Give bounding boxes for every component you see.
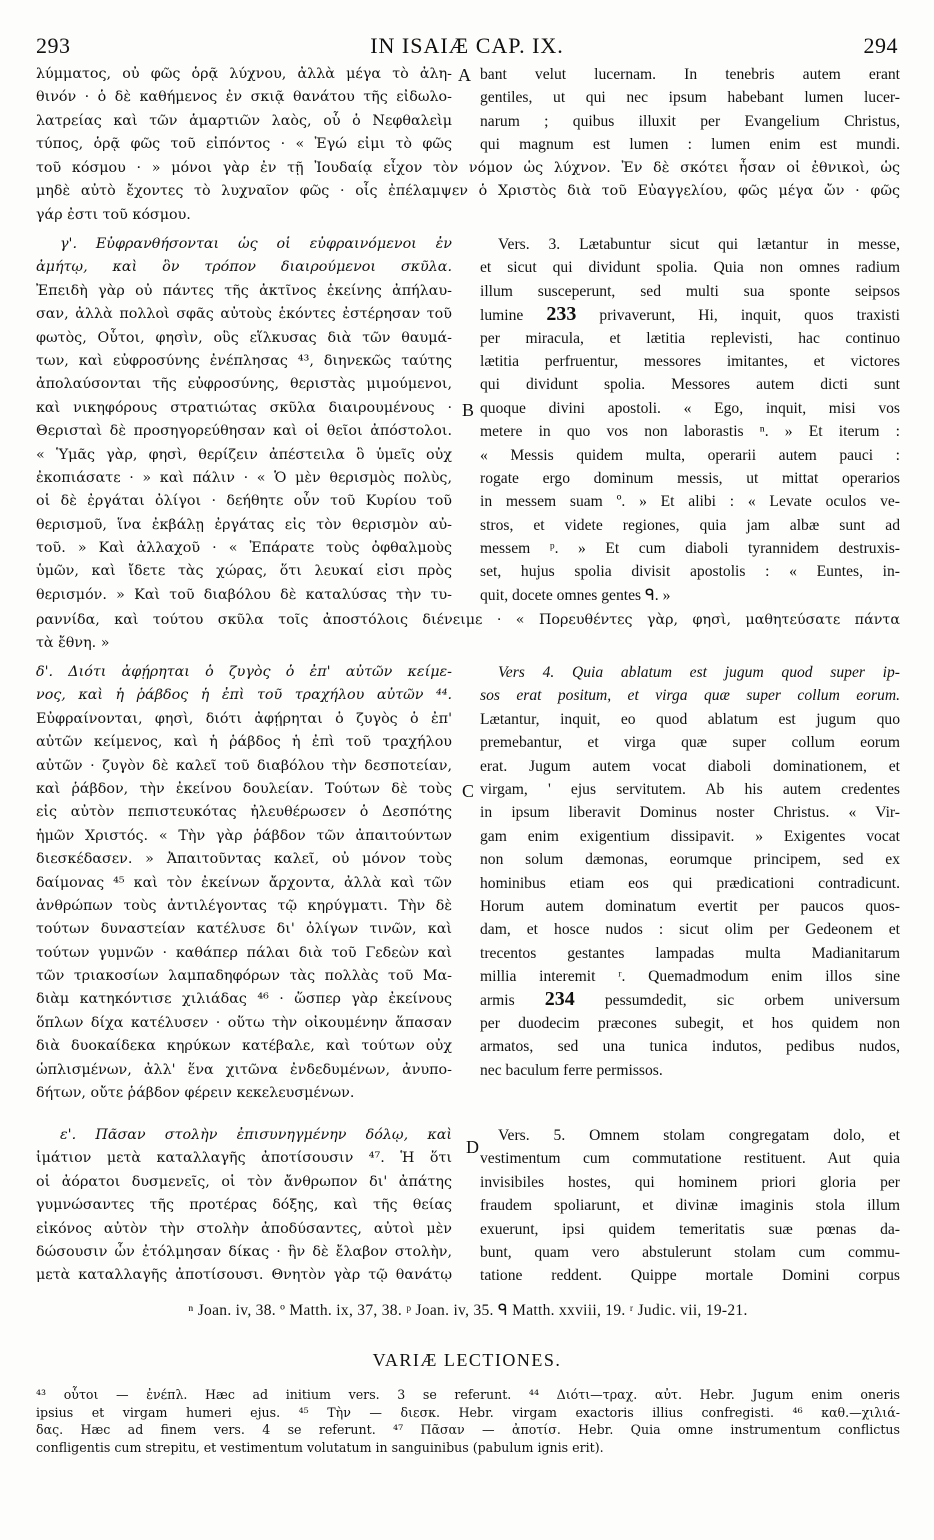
latin-column-block2	[480, 233, 900, 607]
latin-column-block4	[480, 1124, 900, 1288]
latin-line: fraudem spoliarunt, et divinæ imaginis stola illum	[480, 1197, 900, 1215]
greek-line: Εὐφραίνονται, φησὶ, διότι ἀφῄρηται ὁ ζυγὸς ὁ ἐπ'	[36, 710, 452, 727]
latin-line: tatione reddent. Quippe mortale Domini corpus	[480, 1267, 900, 1285]
greek-line: τοῦ. » Καὶ ἀλλαχοῦ · « Ἐπάρατε τοὺς ὀφθαλμοὺς	[36, 540, 452, 557]
latin-line: bant velut lucernam. In tenebris autem erant	[480, 66, 900, 83]
latin-line: et sicut qui dividunt spolia. Quia non omnes radium	[480, 259, 900, 277]
latin-line: erat. Jugum autem vocat diaboli dominationem, et	[480, 757, 900, 775]
latin-line: dam, et hosce nudos : sicut olim per Gedeonem et	[480, 921, 900, 939]
greek-line: οἱ δὲ ἐργάται ὀλίγοι · δεήθητε οὖν τοῦ Κυρίου τοῦ	[36, 493, 452, 510]
greek-line: καὶ ῥάβδον, τὴν ἐκείνου δουλείαν. Τούτων δὲ τοὺς	[36, 780, 452, 797]
latin-verse-heading: Vers. 3. Lætabuntur sicut qui lætantur in messe,	[498, 236, 900, 253]
latin-line: per miracula, et lætitia replevisti, hac continuo	[480, 329, 900, 347]
latin-column-block1	[480, 63, 900, 157]
latin-line: armis 234 pessumdedit, sic orbem universum	[480, 988, 900, 1011]
greek-fullwidth-block1	[36, 157, 900, 227]
greek-line: θερισμοῦ, ἵνα ἐκβάλῃ ἐργάτας εἰς τὸν θερισμὸν αὐ-	[36, 516, 452, 533]
scripture-footnotes: ⁿ Joan. iv, 38. º Matth. ix, 37, 38. ᵖ Joan. iv, 35. ᑫ Matth. xxviii, 19. ʳ Judic. vii, 19-21.	[188, 1302, 748, 1319]
latin-line: virgam, ' ejus servitutem. Ab his autem credentes	[480, 780, 900, 798]
variant-note-line: δας. Hæc ad finem vers. 4 se referunt. ⁴⁷ Πᾶσαν — ἀποτίσ. Hebr. Quia omne instrumentum conflictus	[36, 1422, 900, 1437]
greek-line: αὐτῶν κείμενος, καὶ ἡ ῥάβδος ἡ ἐπὶ τοῦ τραχήλου	[36, 734, 452, 751]
latin-line: per duodecim præcones subegit, et hos quidem non	[480, 1014, 900, 1032]
latin-line: rogate ergo dominum messis, ut mittat operarios	[480, 469, 900, 487]
greek-line: δήτων, οὔτε ῥάβδον φέρειν κεκελευσμένων.	[36, 1085, 355, 1102]
greek-line: ἡμῶν Χριστός. « Τὴν γὰρ ῥάβδον τῶν ἀπαιτούντων	[36, 827, 452, 844]
greek-verse-heading: ἀμήτῳ, καὶ ὃν τρόπον διαιρούμενοι σκῦλα.	[36, 259, 452, 276]
greek-verse-heading: δ'. Διότι ἀφῄρηται ὁ ζυγὸς ὁ ἐπ' αὐτῶν κείμε-	[36, 664, 452, 680]
greek-line: αὐτῶν · ζυγὸν δὲ καλεῖ τοῦ διαβόλου τὴν δεσποτείαν,	[36, 757, 452, 774]
greek-line: ὑμῶν, καὶ ἴδετε τὰς χώρας, ὅτι λευκαί εἰσι πρὸς	[36, 563, 452, 580]
latin-line: lumine 233 privaverunt, Hi, inquit, quos traxisti	[480, 303, 900, 326]
latin-line: bunt, quam vero abstulerunt stolam cum commu-	[480, 1243, 900, 1261]
latin-line: quoque divini apostoli. « Ego, inquit, misi vos	[480, 399, 900, 417]
latin-line: stros, et videte regiones, quia jam albæ sunt ad	[480, 516, 900, 534]
greek-verse-heading: ε'. Πᾶσαν στολὴν ἐπισυνηγμένην δόλῳ, καὶ	[60, 1127, 452, 1143]
greek-fullwidth-block2	[36, 609, 900, 656]
greek-line: λατρείας καὶ τῶν ἁμαρτιῶν λαὸς, οὗ ὁ Νεφθαλεὶμ	[36, 112, 452, 129]
greek-line: ἐκοπιάσατε · » καὶ πάλιν · « Ὁ μὲν θερισμὸς πολὺς,	[36, 469, 452, 486]
latin-line: qui dividunt spolia. Messores autem dicti sunt	[480, 376, 900, 394]
greek-column-block4	[36, 1124, 452, 1288]
latin-line: gentiles, ut qui nec ipsum habebant lumen lucer-	[480, 89, 900, 107]
greek-column-block3	[36, 661, 452, 1105]
variant-note-line: confligentis cum strepitu, et vestimentum volutatum in sanguinibus (pabulum ignis erit).	[36, 1439, 604, 1455]
greek-line: ὡπλισμένων, ἀλλ' ἕνα χιτῶνα ἐνδεδυμένων, ἀνυπο-	[36, 1061, 452, 1078]
latin-line: « Messis quidem multa, operarii autem pauci :	[480, 446, 900, 464]
variant-note-line: ⁴³ οὗτοι — ἐνέπλ. Hæc ad initium vers. 3 se referunt. ⁴⁴ Διότι—τραχ. αὐτ. Hebr. Jugum enim oneris	[36, 1387, 900, 1402]
latin-line: Lætantur, inquit, eo quod ablatum est jugum quo	[480, 710, 900, 728]
latin-line: nec baculum ferre permissos.	[480, 1061, 663, 1079]
greek-line: καὶ νικηφόρους στρατιώτας σκῦλα διαιρουμένους ·	[36, 399, 452, 416]
latin-line: armatos, sed una tunica indutos, pedibus nudos,	[480, 1038, 900, 1056]
greek-line: εἰς αὐτὸν πεπιστευκότας ἠλευθέρωσεν ὁ Δεσπότης	[36, 804, 452, 821]
latin-line: in ipsum liberavit Dominus noster Christus. « Vir-	[480, 804, 900, 822]
column-number-marker: 233	[546, 303, 577, 326]
latin-line: premebantur, et virga quæ super collum eorum	[480, 734, 900, 752]
greek-line: τῶν τριακοσίων λαμπαδηφόρων τὰς πολλὰς τοῦ Μα-	[36, 968, 452, 985]
latin-line: set, hujus spolia divisit apostolis : « Euntes, in-	[480, 563, 900, 581]
latin-verse-heading: Vers. 5. Omnem stolam congregatam dolo, et	[498, 1127, 900, 1144]
latin-line: exuerunt, ipsi quidem temeritatis suæ pœnas da-	[480, 1220, 900, 1238]
greek-line: θινόν · ὁ δὲ καθήμενος ἐν σκιᾷ θανάτου τῆς εἰδωλο-	[36, 89, 452, 106]
latin-verse-heading: sos erat positum, et virga quæ super collum eorum.	[480, 687, 900, 705]
greek-line: εἰκόνος αὐτὸν τὴν στολὴν ἀποδύσαντες, αὐτοὶ μὲν	[36, 1220, 452, 1237]
latin-line: messem ᵖ. » Et cum diaboli tyrannidem destruxis-	[480, 540, 900, 558]
latin-verse-heading: Vers 4. Quia ablatum est jugum quod super ip-	[498, 664, 900, 681]
latin-line: in messem suam º. » Et alibi : « Levate oculos ve-	[480, 493, 900, 511]
latin-line: narum ; quibus illuxit per Evangelium Christus,	[480, 112, 900, 130]
greek-line: διὰ δυοκαίδεκα κηρύκων κατέβαλε, καὶ τούτων οὐχ	[36, 1038, 452, 1055]
greek-line: ραννίδα, καὶ τούτου σκῦλα τοῖς ἀποστόλοις διένειμε · « Πορευθέντες γὰρ, φησὶ, μαθητεύσατε πάντα	[36, 612, 900, 628]
greek-line: ἀπολαύσονται τῆς εὐφροσύνης, θεριστὰς μιμούμενοι,	[36, 376, 452, 393]
greek-line: γάρ ἐστι τοῦ κόσμου.	[36, 206, 191, 223]
latin-line: quit, docete omnes gentes ᑫ. »	[480, 586, 671, 604]
greek-line: διὰμ κατηκόντισε χιλιάδας ⁴⁶ · ὥσπερ γὰρ ἐκείνους	[36, 991, 452, 1008]
greek-line: σαν, ἀλλὰ πολλοὶ σφᾶς αὐτοὺς ἑκόντες ἐστέρησαν τοῦ	[36, 306, 452, 323]
margin-letter-a: A	[458, 65, 471, 85]
greek-line: τοῦ κόσμου · » μόνοι γὰρ ἐν τῇ Ἰουδαίᾳ εἶχον τὸν νόμον ὡς λύχνον. Ἐν δὲ σκότει ἦσαν οἱ ἐθνικοὶ, ὡς	[36, 160, 900, 176]
margin-letter-b: B	[462, 400, 475, 420]
greek-line: μηδὲ αὐτὸ ἔχοντες τὸ λυχναῖον φῶς · οἷς ἐπέλαμψεν ὁ Χριστὸς διὰ τοῦ Εὐαγγελίου, φῶς μέγα ὤν · φῶς	[36, 183, 900, 200]
margin-letter-c: C	[462, 781, 475, 801]
greek-column-block2	[36, 233, 452, 607]
greek-line: οἱ ἀόρατοι δυσμενεῖς, οἱ τὸν ἄνθρωπον δι' ἀπάτης	[36, 1173, 452, 1190]
latin-line: Horum autem dominatum evertit per paucos quos-	[480, 897, 900, 915]
latin-line: illum susceperunt, sed multi sua sponte seipsos	[480, 282, 900, 300]
greek-line: τούτων δυναστείαν κατέλυσε δι' ὀλίγων τινῶν, καὶ	[36, 921, 452, 938]
greek-line: ἱμάτιον μετὰ καταλλαγῆς ἀποτίσουσιν ⁴⁷. Ἡ ὅτι	[36, 1150, 452, 1167]
greek-line: τύπος, ὁρᾷ φῶς τοῦ εἰπόντος · « Ἐγώ εἰμι τὸ φῶς	[36, 136, 452, 153]
greek-line: ὅπλων δίχα κατέλυσεν · οὕτω τὴν οἰκουμένην ἅπασαν	[36, 1014, 452, 1031]
greek-line: δαίμονας ⁴⁵ καὶ τὸν ἐκείνων ἄρχοντα, ἀλλὰ καὶ τῶν	[36, 874, 452, 891]
latin-line: millia interemit ʳ. Quemadmodum enim illos sine	[480, 968, 900, 986]
greek-line: τὰ ἔθνη. »	[36, 635, 110, 652]
latin-line: metere in quo vos non laborastis ⁿ. » Et iterum :	[480, 423, 900, 441]
left-page-number: 293	[36, 33, 71, 58]
latin-column-block3	[480, 661, 900, 1082]
variae-lectiones-title: VARIÆ LECTIONES.	[372, 1350, 562, 1370]
latin-line: gam enim exigentium dissipavit. » Exigentes vocat	[480, 827, 900, 845]
running-title: IN ISAIÆ CAP. IX.	[370, 33, 564, 58]
greek-line: γυμνώσαντες τῆς προτέρας δόξης, καὶ τῆς θείας	[36, 1197, 452, 1214]
greek-line: Θερισταὶ δὲ προσηγορεύθησαν καὶ οἱ θεῖοι ἀπόστολοι.	[36, 423, 452, 440]
latin-line: invisibiles hostes, qui hominem priori gloria per	[480, 1173, 900, 1191]
greek-line: των, καὶ εὐφροσύνης ἐνέπλησας ⁴³, διηνεκῶς ταύτης	[36, 352, 452, 369]
latin-line: non solum dæmonas, eorumque principem, sed ex	[480, 851, 900, 869]
greek-line: διεσκέδασεν. » Ἀπαιτοῦντας καλεῖ, οὐ μόνον τοὺς	[36, 851, 452, 868]
greek-line: λύμματος, οὐ φῶς ὁρᾷ λύχνου, ἀλλὰ μέγα τὸ ἀλη-	[36, 66, 452, 82]
greek-line: ἀνθρώπων τοὺς ἀντιλέγοντας τῷ κηρύγματι. Τὴν δὲ	[36, 897, 452, 914]
greek-verse-heading: νος, καὶ ἡ ῥάβδος ἡ ἐπὶ τοῦ τραχήλου αὐτῶν ⁴⁴.	[36, 687, 452, 704]
right-page-number: 294	[863, 33, 898, 58]
variae-lectiones-notes	[36, 1386, 900, 1456]
column-number-marker: 234	[544, 988, 575, 1011]
greek-line: δώσουσιν ὧν ἐτόλμησαν δίκας · ἣν δὲ ἔλαβον στολὴν,	[36, 1243, 452, 1260]
margin-letter-d: D	[466, 1137, 479, 1157]
latin-line: trecentos gestantes lampadas multa Madianitarum	[480, 944, 900, 962]
greek-line: « Ὑμᾶς γὰρ, φησὶ, θερίζειν ἀπέστειλα ὃ ὑμεῖς οὐχ	[36, 446, 452, 463]
greek-line: θερισμόν. » Καὶ τοῦ διαβόλου δὲ καταλύσας τὴν τυ-	[36, 586, 452, 603]
latin-line: lætitia perfruentur, messores imitantes, et victores	[480, 352, 900, 370]
greek-column-block1	[36, 63, 452, 157]
greek-line: φωτὸς, Οὗτοι, φησὶν, οὓς εἵλκυσας διὰ τῶν θαυμά-	[36, 329, 452, 346]
latin-line: vestimentum cum commutatione restituent. Aut quia	[480, 1150, 900, 1168]
latin-line: qui magnum est lumen : lumen enim est mundi.	[480, 136, 900, 154]
greek-line: μετὰ καταλλαγῆς ἀποτίσουσι. Θνητὸν γὰρ τῷ θανάτῳ	[36, 1267, 452, 1284]
greek-verse-heading: γ'. Εὐφρανθήσονται ὡς οἱ εὐφραινόμενοι ἐν	[60, 236, 452, 252]
latin-line: hominibus etiam eos qui prædicationi contradicunt.	[480, 874, 900, 892]
greek-line: Ἐπειδὴ γὰρ οὐ πάντες τῆς ἀκτῖνος ἐκείνης ἀπήλαυ-	[36, 282, 452, 299]
variant-note-line: ipsius et virgam humeri ejus. ⁴⁵ Τὴν — διεσκ. Hebr. virgam exactoris illius confregisti. ⁴⁶ καθ.—χιλιά-	[36, 1404, 900, 1420]
greek-line: τούτων γυμνῶν · καθάπερ πάλαι διὰ τοῦ Γεδεὼν καὶ	[36, 944, 452, 961]
